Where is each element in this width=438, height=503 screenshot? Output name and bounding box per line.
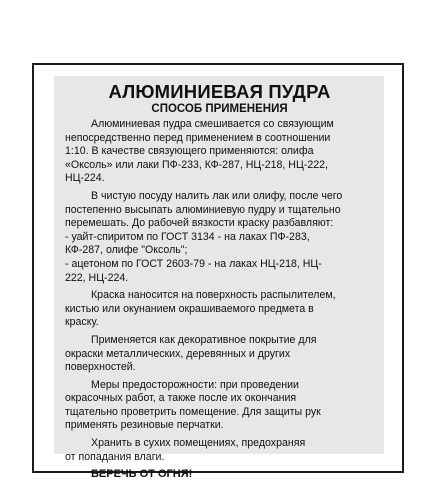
paragraph-line: - уайт-спиритом по ГОСТ 3134 - на лаках ПФ-283, xyxy=(65,230,310,243)
instruction-paragraph xyxy=(65,118,374,186)
paragraph-line: Алюминиевая пудра смешивается со связующим xyxy=(91,118,334,130)
paragraph-line: окрасочных работ, а также после их окончания xyxy=(65,392,297,405)
paragraph-line: постепенно высыпать алюминиевую пудру и тщательно xyxy=(65,203,341,216)
instruction-paragraph xyxy=(65,437,374,464)
paragraph-line: от попадания влаги. xyxy=(65,450,165,463)
document-title: АЛЮМИНИЕВАЯ ПУДРА xyxy=(108,81,331,102)
label-sheet xyxy=(54,76,384,481)
paragraph-line: тщательно проветрить помещение. Для защиты рук xyxy=(65,405,321,418)
paragraph-line: Хранить в сухих помещениях, предохраняя xyxy=(91,437,306,450)
paragraph-line: Краска наносится на поверхность распылителем, xyxy=(91,289,336,302)
paragraph-line: НЦ-224. xyxy=(65,172,105,185)
paragraph-line: КФ-287, олифе "Оксоль"; xyxy=(65,244,188,257)
instructions-body xyxy=(65,118,374,464)
paragraph-line: Меры предосторожности: при проведении xyxy=(91,378,299,391)
paragraph-line: поверхностей. xyxy=(65,361,136,374)
paragraph-line: «Оксоль» или лаки ПФ-233, КФ-287, НЦ-218, НЦ-222, xyxy=(65,158,328,171)
paragraph-line: - ацетоном по ГОСТ 2603-79 - на лаках НЦ-218, НЦ- xyxy=(65,257,322,270)
paragraph-line: краску. xyxy=(65,316,99,329)
paragraph-line: 222, НЦ-224. xyxy=(65,271,129,284)
paragraph-line: В чистую посуду налить лак или олифу, после чего xyxy=(91,189,343,202)
paragraph-line: 1:10. В качестве связующего применяются: олифа xyxy=(65,145,314,158)
instruction-paragraph xyxy=(65,289,374,330)
paragraph-line: перемешать. До рабочей вязкости краску разбавляют: xyxy=(65,217,334,230)
instruction-paragraph xyxy=(65,334,374,375)
paragraph-line: окраски металлических, деревянных и других xyxy=(65,347,291,360)
instruction-paragraph xyxy=(65,190,374,285)
document-subtitle: СПОСОБ ПРИМЕНЕНИЯ xyxy=(151,103,288,115)
paragraph-line: непосредственно перед применением в соотношении xyxy=(65,131,331,144)
paragraph-line: Применяется как декоративное покрытие для xyxy=(91,333,317,346)
paragraph-line: применять резиновые перчатки. xyxy=(65,419,224,432)
fire-warning: БЕРЕЧЬ ОТ ОГНЯ! xyxy=(91,468,193,481)
instruction-paragraph xyxy=(65,379,374,433)
paragraph-line: кистью или окунанием окрашиваемого предмета в xyxy=(65,302,314,315)
